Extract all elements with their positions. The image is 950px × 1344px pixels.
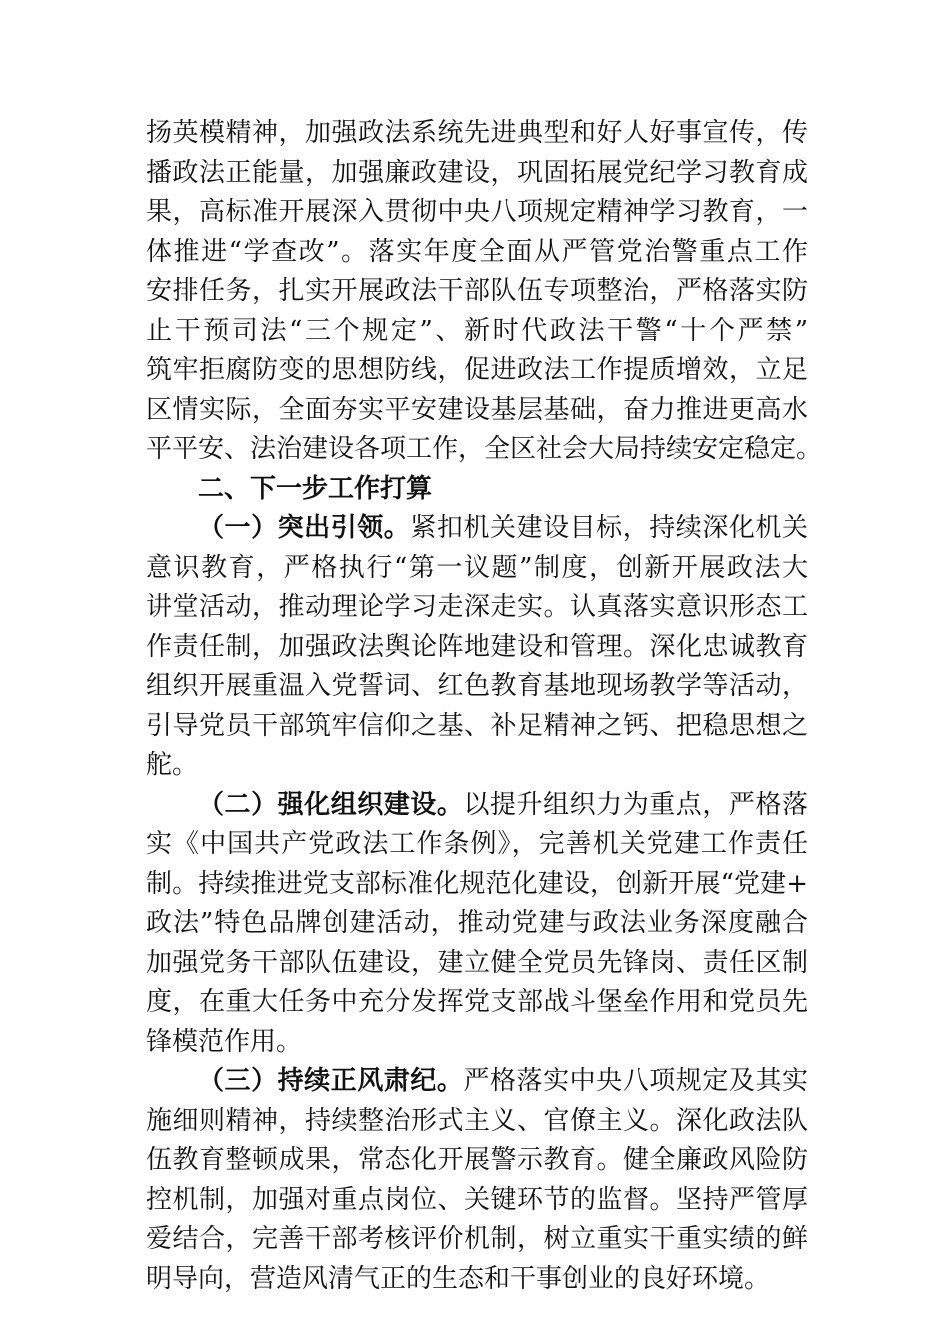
document-body [146, 114, 823, 1299]
text-line: 施细则精神，持续整治形式主义、官僚主义。深化政法队 [146, 1105, 808, 1136]
text-line: 体推进“学查改”。落实年度全面从严管党治警重点工作 [146, 236, 808, 267]
text-line: 度，在重大任务中充分发挥党支部战斗堡垒作用和党员先 [146, 987, 808, 1017]
text-line: 止干预司法“三个规定”、新时代政法干警“十个严禁” [146, 315, 808, 346]
text-line: 组织开展重温入党誓词、红色教育基地现场教学等活动， [146, 671, 808, 701]
text-line [146, 509, 808, 549]
text-line: 筑牢拒腐防变的思想防线，促进政法工作提质增效，立足 [146, 355, 808, 385]
text-line: 锋模范作用。 [146, 1026, 303, 1057]
paragraph-item-2 [146, 786, 808, 1063]
text-line: 引导党员干部筑牢信仰之基、补足精神之钙、把稳思想之 [146, 710, 808, 741]
item-title: （一）突出引领。 [198, 513, 411, 543]
text-line: 安排任务，扎实开展政法干部队伍专项整治，严格落实防 [146, 276, 808, 306]
text-line: 平平安、法治建设各项工作，全区社会大局持续安定稳定。 [146, 434, 823, 464]
text-line: 作责任制，加强政法舆论阵地建设和管理。深化忠诚教育 [146, 631, 808, 662]
item-text: 严格落实中央八项规定及其实 [463, 1066, 808, 1096]
text-line: 扬英模精神，加强政法系统先进典型和好人好事宣传，传 [146, 118, 808, 148]
text-line: 伍教育整顿成果，常态化开展警示教育。健全廉政风险防 [146, 1145, 808, 1175]
text-line: 意识教育，严格执行“第一议题”制度，创新开展政法大 [146, 552, 808, 583]
text-line: 明导向，营造风清气正的生态和干事创业的良好环境。 [146, 1263, 771, 1294]
text-line: 播政法正能量，加强廉政建设，巩固拓展党纪学习教育成 [146, 157, 808, 188]
item-text: 紧扣机关建设目标，持续深化机关 [410, 513, 808, 543]
text-line: 讲堂活动，推动理论学习走深走实。认真落实意识形态工 [146, 592, 808, 622]
text-line: 实《中国共产党政法工作条例》，完善机关党建工作责任 [146, 829, 808, 859]
item-title: （三）持续正风肃纪。 [198, 1066, 464, 1096]
text-line: 控机制，加强对重点岗位、关键环节的监督。坚持严管厚 [146, 1184, 808, 1215]
text-line: 舵。 [146, 750, 199, 780]
text-line: 政法”特色品牌创建活动，推动党建与政法业务深度融合 [146, 908, 808, 938]
text-line [146, 786, 808, 826]
text-line: 区情实际，全面夯实平安建设基层基础，奋力推进更高水 [146, 394, 808, 425]
item-text: 以提升组织力为重点，严格落 [463, 789, 808, 820]
text-line: 爱结合，完善干部考核评价机制，树立重实干重实绩的鲜 [146, 1224, 808, 1254]
text-line [146, 1062, 808, 1102]
text-line: 果，高标准开展深入贯彻中央八项规定精神学习教育，一 [146, 197, 808, 227]
text-line: 加强党务干部队伍建设，建立健全党员先锋岗、责任区制 [146, 947, 808, 978]
item-title: （二）强化组织建设。 [198, 789, 464, 820]
text-line: 制。持续推进党支部标准化规范化建设，创新开展“党建+ [146, 868, 808, 899]
paragraph-intro [146, 114, 823, 470]
paragraph-item-3 [146, 1062, 808, 1299]
paragraph-item-1 [146, 509, 808, 786]
section-heading: 二、下一步工作打算 [198, 473, 433, 504]
